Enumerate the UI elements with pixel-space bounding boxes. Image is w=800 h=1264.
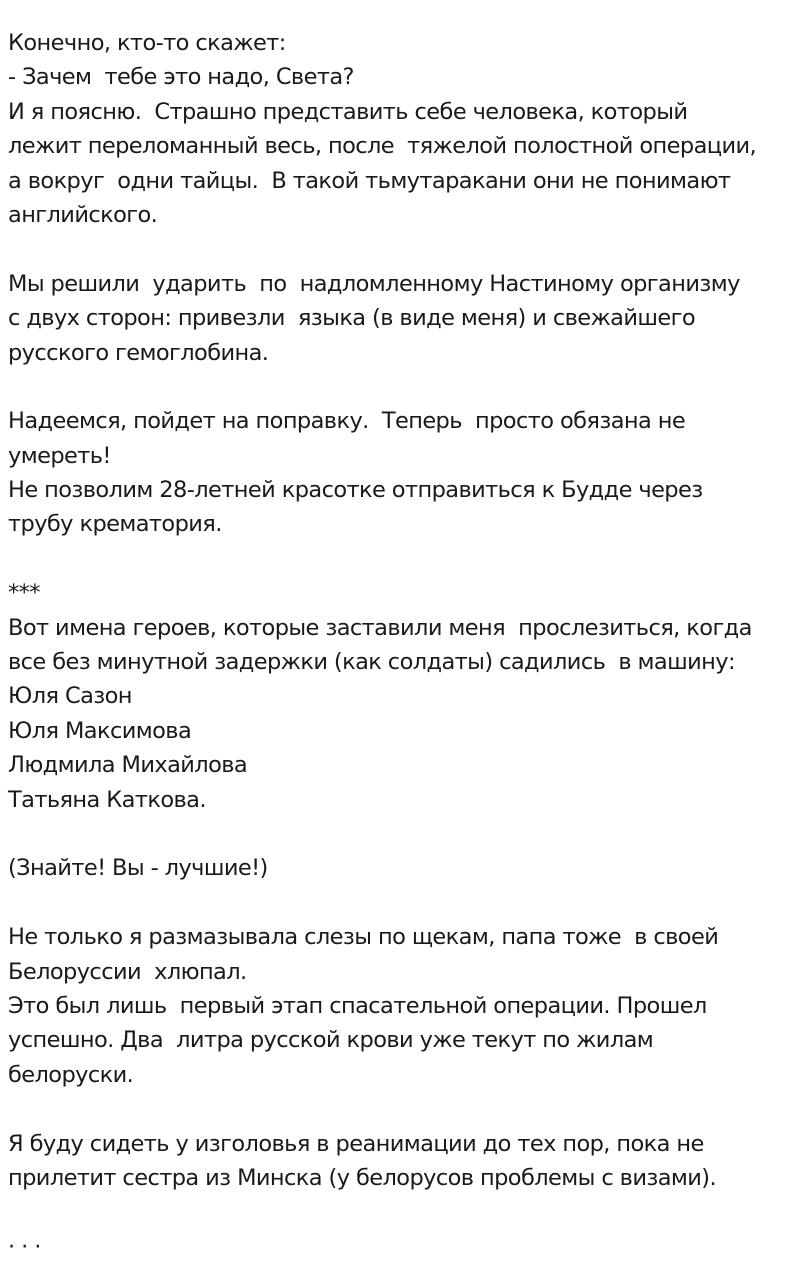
text-line: Юля Сазон (8, 683, 132, 710)
text-line: с двух сторон: привезли языка (в виде меня) и свежайшего (8, 305, 696, 332)
paragraph (8, 851, 794, 885)
text-line: Не позволим 28-летней красотке отправиться к Будде через (8, 477, 703, 504)
text-line: (Знайте! Вы - лучшие!) (8, 855, 268, 882)
text-line: лежит переломанный весь, после тяжелой полостной операции, (8, 133, 757, 160)
text-line: И я поясню. Страшно представить себе человека, который (8, 98, 688, 125)
paragraph (8, 26, 794, 232)
text-line: - Зачем тебе это надо, Света? (8, 64, 354, 91)
text-line: Конечно, кто-то скажет: (8, 30, 286, 56)
text-line: умереть! (8, 442, 111, 469)
text-line: Мы решили ударить по надломленному Настиному организму (8, 270, 740, 297)
text-line: Вот имена героев, которые заставили меня прослезиться, когда (8, 614, 752, 641)
text-line: а вокруг одни тайцы. В такой тьмутаракани они не понимают (8, 167, 731, 194)
text-line: Это был лишь первый этап спасательной операции. Прошел (8, 992, 707, 1019)
text-line: успешно. Два литра русской крови уже текут по жилам (8, 1027, 654, 1054)
text-line: Людмила Михайлова (8, 752, 248, 779)
text-line: Татьяна Каткова. (8, 786, 206, 813)
paragraph (8, 576, 794, 817)
paragraph (8, 920, 794, 1092)
text-line: Белоруссии хлюпал. (8, 958, 247, 985)
paragraph (8, 1127, 794, 1196)
text-line: прилетит сестра из Минска (у белорусов проблемы с визами). (8, 1164, 717, 1191)
text-line: белоруски. (8, 1061, 134, 1088)
text-line: *** (8, 580, 40, 607)
paragraph (8, 404, 794, 542)
text-line: Надеемся, пойдет на поправку. Теперь просто обязана не (8, 408, 686, 435)
text-line: Я буду сидеть у изголовья в реанимации до тех пор, пока не (8, 1130, 704, 1157)
text-line: Юля Максимова (8, 717, 192, 744)
text-line: русского гемоглобина. (8, 339, 269, 366)
paragraph (8, 267, 794, 370)
post-text (8, 26, 794, 1264)
text-line: английского. (8, 201, 158, 228)
text-line: Не только я размазывала слезы по щекам, папа тоже в своей (8, 924, 719, 951)
text-line: все без минутной задержки (как солдаты) садились в машину: (8, 649, 735, 676)
text-line: трубу крематория. (8, 511, 222, 538)
more-ellipsis: · · · (8, 1233, 41, 1260)
